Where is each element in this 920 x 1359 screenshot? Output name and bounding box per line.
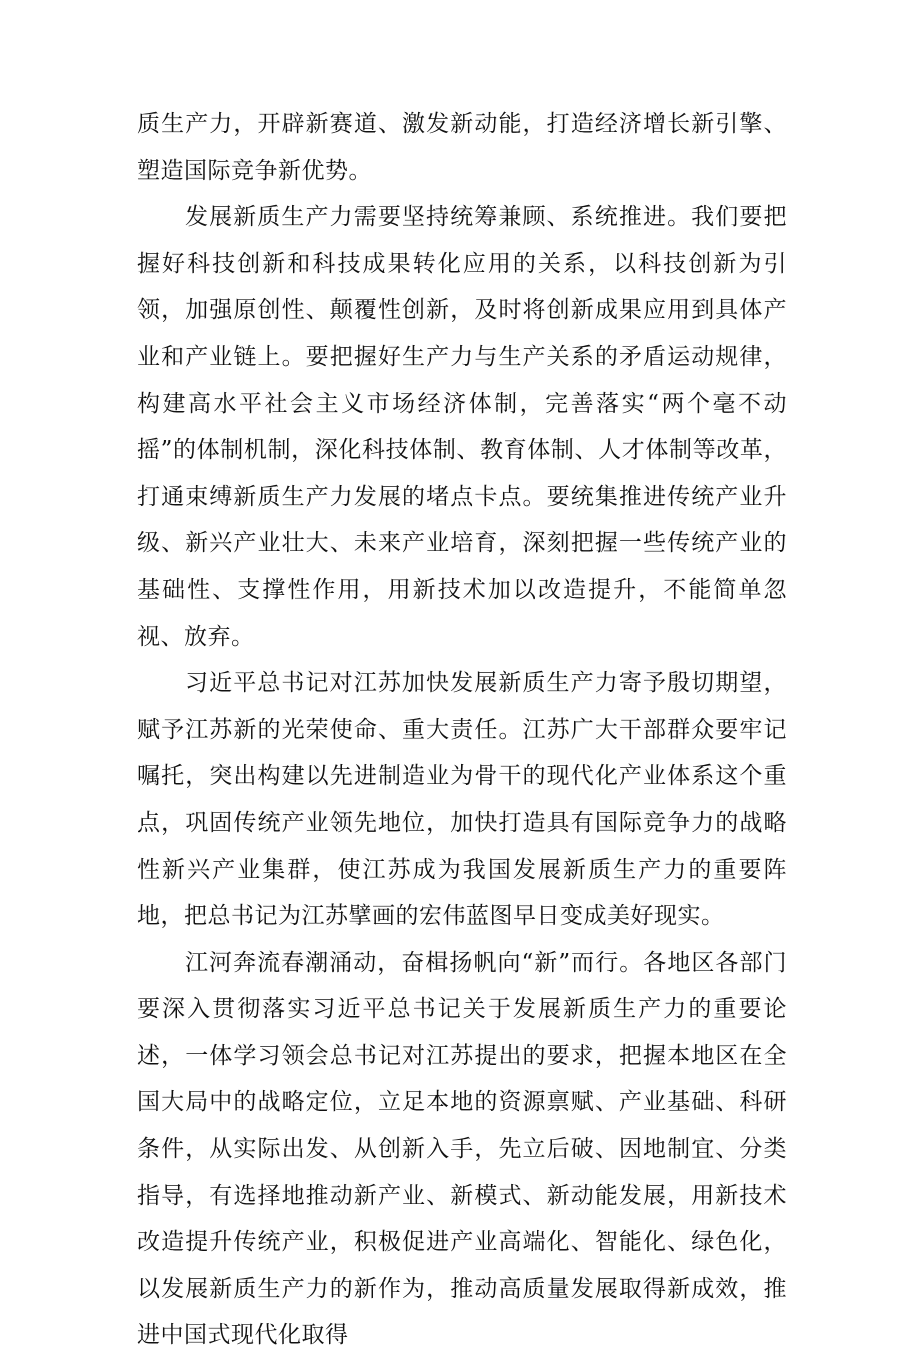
- article-body: [137, 101, 787, 1359]
- paragraph-4: 江河奔流春潮涌动，奋楫扬帆向“新”而行。各地区各部门要深入贯彻落实习近平总书记关于发展新质生产力的重要论述，一体学习领会总书记对江苏提出的要求，把握本地区在全国大局中的战略定位，立足本地的资源禀赋、产业基础、科研条件，从实际出发、从创新入手，先立后破、因地制宜、分类指导，有选择地推动新产业、新模式、新动能发展，用新技术改造提升传统产业，积极促进产业高端化、智能化、绿色化，以发展新质生产力的新作为，推动高质量发展取得新成效，推进中国式现代化取得: [137, 949, 787, 1349]
- paragraph-3: 习近平总书记对江苏加快发展新质生产力寄予殷切期望，赋予江苏新的光荣使命、重大责任。江苏广大干部群众要牢记嘱托，突出构建以先进制造业为骨干的现代化产业体系这个重点，巩固传统产业领先地位，加快打造具有国际竞争力的战略性新兴产业集群，使江苏成为我国发展新质生产力的重要阵地，把总书记为江苏擘画的宏伟蓝图早日变成美好现实。: [137, 670, 787, 930]
- paragraph-2: 发展新质生产力需要坚持统筹兼顾、系统推进。我们要把握好科技创新和科技成果转化应用的关系，以科技创新为引领，加强原创性、颠覆性创新，及时将创新成果应用到具体产业和产业链上。要把握好生产力与生产关系的矛盾运动规律，构建高水平社会主义市场经济体制，完善落实“两个毫不动摇”的体制机制，深化科技体制、教育体制、人才体制等改革，打通束缚新质生产力发展的堵点卡点。要统集推进传统产业升级、新兴产业壮大、未来产业培育，深刻把握一些传统产业的基础性、支撑性作用，用新技术加以改造提升，不能简单忽视、放弃。: [137, 204, 787, 650]
- paragraph-1: 质生产力，开辟新赛道、激发新动能，打造经济增长新引擎、塑造国际竞争新优势。: [137, 111, 787, 184]
